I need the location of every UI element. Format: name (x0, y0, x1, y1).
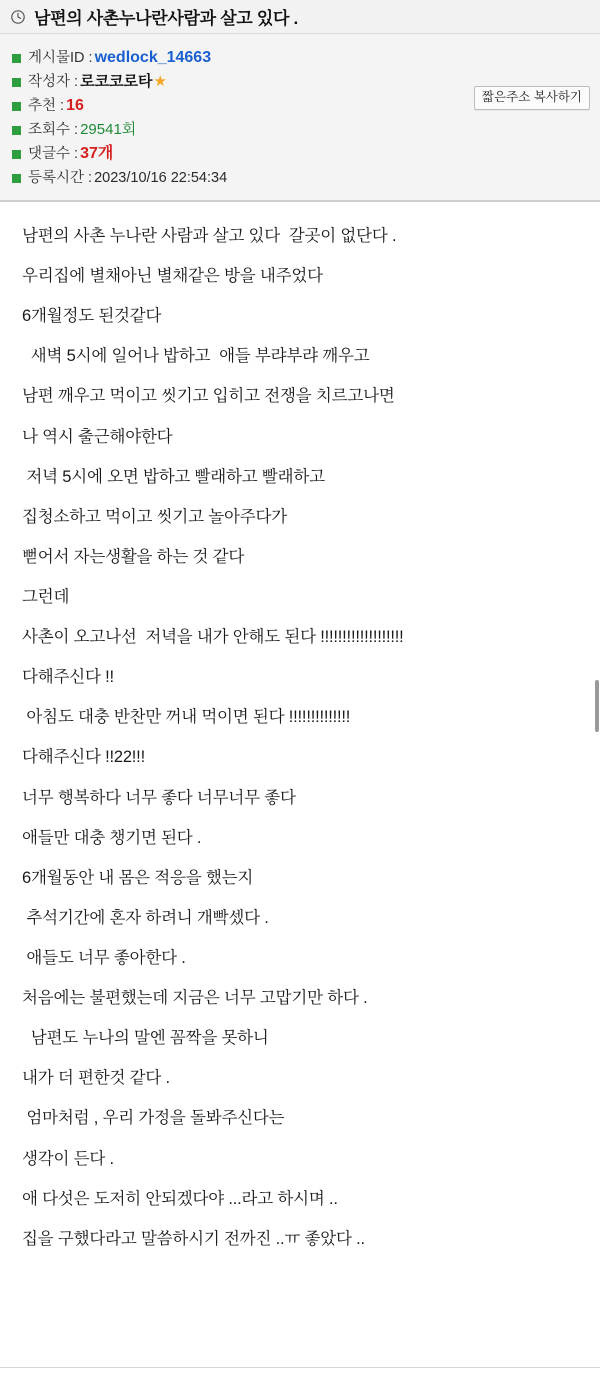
post-paragraph: 저녁 5시에 오면 밥하고 빨래하고 빨래하고 (22, 467, 325, 486)
meta-row-post-id (12, 46, 588, 70)
view-count: 29541회 (80, 121, 137, 138)
bullet-icon (12, 102, 21, 111)
meta-row-timestamp (12, 166, 588, 190)
bullet-icon (12, 126, 21, 135)
recommend-count: 16 (66, 97, 84, 114)
post-paragraph: 집청소하고 먹이고 씻기고 놀아주다가 (22, 507, 287, 526)
meta-label-comments: 댓글수 : (28, 146, 79, 162)
post-paragraph: 남편 깨우고 먹이고 씻기고 입히고 전쟁을 치르고나면 (22, 387, 395, 406)
meta-label-post-id: 게시물ID : (28, 50, 93, 66)
clock-icon (10, 9, 26, 25)
page-title: 남편의 사촌누나란사람과 살고 있다 . (34, 9, 298, 28)
post-body (0, 202, 600, 1279)
meta-label-timestamp: 등록시간 : (28, 170, 93, 186)
author-name[interactable]: 로코코로타 (80, 73, 153, 90)
meta-row-views (12, 118, 588, 142)
scrollbar-thumb[interactable] (595, 680, 599, 732)
post-paragraph: 우리집에 별채아닌 별채같은 방을 내주었다 (22, 267, 323, 286)
post-paragraph: 아침도 대충 반찬만 꺼내 먹이면 된다 !!!!!!!!!!!!!! (22, 708, 351, 727)
bullet-icon (12, 174, 21, 183)
post-meta (0, 34, 600, 202)
post-paragraph: 남편도 누나의 말엔 꼼짝을 못하니 (22, 1029, 269, 1048)
meta-label-recommend: 추천 : (28, 98, 65, 114)
bullet-icon (12, 54, 21, 63)
comment-count[interactable]: 37개 (80, 145, 114, 162)
vertical-scrollbar[interactable] (594, 0, 600, 1395)
bottom-divider (0, 1367, 600, 1368)
post-paragraph: 내가 더 편한것 같다 . (22, 1069, 170, 1088)
meta-label-author: 작성자 : (28, 74, 79, 90)
post-paragraph: 너무 행복하다 너무 좋다 너무너무 좋다 (22, 788, 296, 807)
star-icon: ★ (153, 73, 167, 90)
post-paragraph: 애들도 너무 좋아한다 . (22, 948, 186, 967)
meta-row-comments (12, 142, 588, 166)
post-timestamp: 2023/10/16 22:54:34 (94, 170, 228, 186)
post-paragraph: 애들만 대충 챙기면 된다 . (22, 828, 202, 847)
post-paragraph: 6개월정도 된것같다 (22, 307, 162, 326)
copy-short-url-button[interactable]: 짧은주소 복사하기 (474, 86, 590, 110)
title-bar (0, 0, 600, 34)
post-paragraph: 추석기간에 혼자 하려니 개빡셌다 . (22, 908, 269, 927)
post-paragraph: 집을 구했다라고 말씀하시기 전까진 ..ㅠ 좋았다 .. (22, 1229, 365, 1248)
post-paragraph: 새벽 5시에 일어나 밥하고 애들 부랴부랴 깨우고 (22, 347, 370, 366)
post-paragraph: 다해주신다 !!22!!! (22, 748, 145, 767)
post-paragraph: 남편의 사촌 누나란 사람과 살고 있다 갈곳이 없단다 . (22, 227, 397, 245)
meta-label-views: 조회수 : (28, 122, 79, 138)
post-paragraph: 나 역시 출근해야한다 (22, 427, 173, 446)
post-paragraph: 6개월동안 내 몸은 적응을 했는지 (22, 868, 254, 887)
post-paragraph: 애 다섯은 도저히 안되겠다야 ...라고 하시며 .. (22, 1189, 338, 1208)
post-paragraph: 뻗어서 자는생활을 하는 것 같다 (22, 547, 245, 566)
post-paragraph: 처음에는 불편했는데 지금은 너무 고맙기만 하다 . (22, 989, 368, 1008)
bullet-icon (12, 78, 21, 87)
post-id-link[interactable]: wedlock_14663 (94, 49, 212, 66)
bullet-icon (12, 150, 21, 159)
post-paragraph: 엄마처럼 , 우리 가정을 돌봐주신다는 (22, 1109, 285, 1128)
post-paragraph: 사촌이 오고나선 저녁을 내가 안해도 된다 !!!!!!!!!!!!!!!!!!! (22, 628, 404, 647)
post-paragraph: 그런데 (22, 587, 70, 606)
post-paragraph: 생각이 든다 . (22, 1149, 114, 1168)
post-paragraph: 다해주신다 !! (22, 668, 114, 687)
